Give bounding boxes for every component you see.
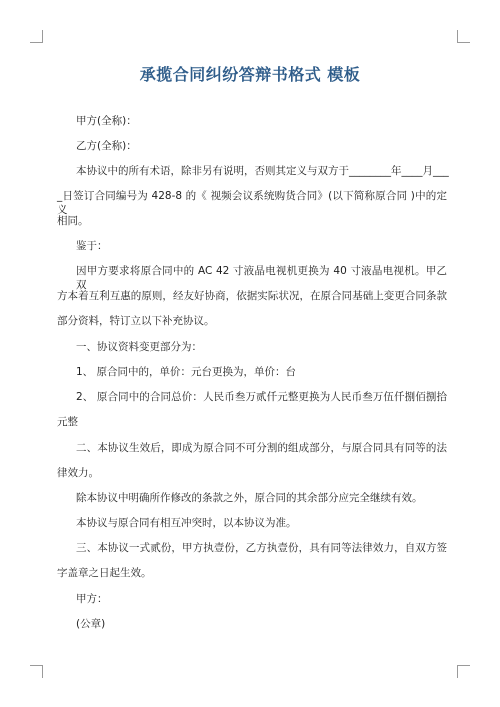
item-2-total-price-line-1: 2、 原合同中的合同总价：人民币叁万贰仟元整更换为人民币叁万伍仟捌佰捌拾	[76, 391, 447, 403]
item-1-unit-price: 1、 原合同中的，单价：元台更换为，单价：台	[76, 366, 297, 378]
page-corner-mark-bottom-right	[457, 665, 470, 678]
section-2-line-1: 二、本协议生效后，即成为原合同不可分割的组成部分，与原合同具有同等的法	[76, 442, 447, 454]
paragraph-remaining-terms: 除本协议中明确所作修改的条款之外，原合同的其余部分应完全继续有效。	[76, 492, 423, 504]
paragraph-precedence: 本协议与原合同有相互冲突时，以本协议为准。	[76, 517, 297, 529]
document-title: 承揽合同纠纷答辩书格式 模板	[139, 65, 361, 84]
paragraph-reason-line-3: 部分资料，特订立以下补充协议。	[57, 315, 215, 327]
paragraph-definitions-line-3: 相同。	[57, 215, 89, 227]
section-1-heading: 一、协议资料变更部分为：	[76, 341, 202, 353]
signature-party-a-label: 甲方：	[76, 593, 108, 605]
section-3-line-2: 字盖章之日起生效。	[57, 567, 152, 579]
page-corner-mark-top-right	[457, 30, 470, 43]
paragraph-definitions-line-2: _日签订合同编号为 428-8 的《 视频会议系统购货合同》(以下简称原合同 )中的定义	[57, 190, 447, 216]
page-corner-mark-bottom-left	[30, 665, 43, 678]
paragraph-definitions-line-1: 本协议中的所有术语，除非另有说明，否则其定义与双方于________年____月___	[76, 165, 449, 177]
paragraph-reason-line-2: 方本着互利互惠的原则，经友好协商，依据实际状况，在原合同基础上变更合同条款	[57, 290, 447, 302]
party-a-label: 甲方(全称)：	[76, 115, 137, 127]
official-seal-label: (公章)	[76, 618, 106, 630]
section-2-line-2: 律效力。	[57, 467, 99, 479]
item-2-total-price-line-2: 元整	[57, 416, 78, 428]
paragraph-reason-line-1: 因甲方要求将原合同中的 AC 42 寸液晶电视机更换为 40 寸液晶电视机。甲乙双	[76, 265, 447, 291]
whereas-label: 鉴于：	[76, 240, 108, 252]
section-3-line-1: 三、本协议一式贰份，甲方执壹份，乙方执壹份，具有同等法律效力，自双方签	[76, 542, 447, 554]
page-corner-mark-top-left	[30, 30, 43, 43]
party-b-label: 乙方(全称)：	[76, 140, 137, 152]
